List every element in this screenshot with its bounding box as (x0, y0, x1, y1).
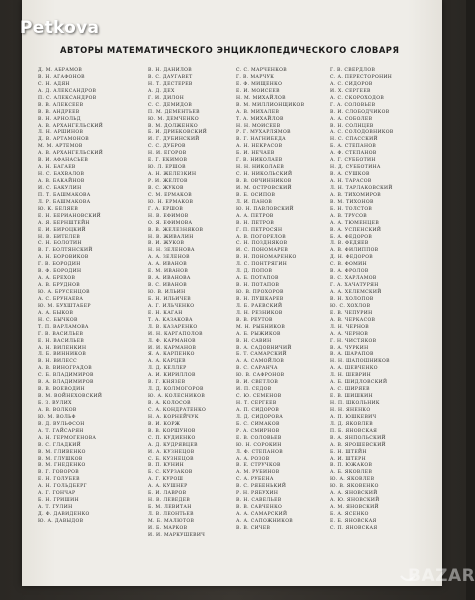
author-name: А. Б. ПОТАПОВ (236, 276, 279, 282)
author-name: Ю. А. ДАВЫДОВ (38, 518, 84, 524)
author-name: Р. А. СМИРНОВ (236, 428, 280, 434)
author-name: Д. В. АРТАМОНОВ (38, 137, 89, 143)
author-name: С. С. ДЕМИДОВ (148, 102, 193, 108)
author-name: С. Ю. СЕМЕНОВ (236, 394, 282, 400)
author-name: Л. Д. ПОПОВ (236, 269, 273, 275)
author-name: П. Б. ЯНОВСКАЯ (330, 428, 378, 434)
author-name: Н. А. КОРНЕЙЧУК (148, 414, 199, 420)
author-name: А. С. СОЛОДОВНИКОВ (330, 130, 394, 136)
author-name: А. А. САМОЙЛОВ (236, 359, 285, 365)
author-name: А. Ю. ЯНОВСКИЙ (330, 498, 380, 504)
author-name: Б. С. СИМАКОВ (236, 421, 280, 427)
author-name: Ю. В. ИЛЬИН (148, 290, 186, 295)
author-name: В. Н. ПОНОМАРЕНКО (236, 255, 297, 261)
author-name: Н. Н. ЗЕЛЕНОВА (148, 248, 195, 254)
author-name: П. М. ДЕМЕНТЬЕВ (148, 109, 200, 115)
author-name: В. С. ХАРЛАМОВ (330, 276, 377, 282)
author-name: В. В. СИЧЕВ (236, 525, 271, 531)
author-name: А. А. СОБОЛЕВ (330, 116, 373, 122)
author-name: Б. И. НЕЧАЕВ (236, 151, 275, 157)
author-name: С. С. ДУБРОВ (148, 144, 186, 150)
author-name: Л. Б. РАЕВСКИЙ (236, 303, 283, 309)
author-name: А. В. ЧЕРКАСОВ (330, 317, 376, 323)
author-name: А. А. ТЮМЕНЦЕВ (330, 220, 380, 226)
author-name: Н. В. ЖИВАЛИН (148, 234, 194, 240)
author-name: Л. И. ПАНОВ (236, 199, 273, 205)
author-name: В. И. СВЕТЛОВ (236, 380, 279, 386)
author-name: Ю. С. ХОХЛОВ (330, 303, 371, 309)
author-name: В. Г. БОЛТЯНСКИЙ (38, 248, 93, 254)
author-name: А. Г. КУРОШ (148, 477, 184, 483)
author-name: Б. Н. ИЛЬИЧЕВ (148, 296, 191, 302)
author-name: И. И. КАРМАНОВ (148, 345, 197, 351)
author-name: В. А. СУШКОВ (330, 172, 370, 178)
author-name: В. И. АФАНАСЬЕВ (38, 158, 89, 164)
author-name: В. А. ВЛАДИМИРОВ (38, 380, 94, 386)
author-name: В. С. ДАУГАВЕТ (148, 74, 193, 80)
author-name: В. А. ШАРАПОВ (330, 352, 374, 358)
author-name: Б. А. ЯСЕНКО (330, 512, 369, 517)
author-name: Л. В. ЛЕОНТЬЕВ (148, 512, 194, 517)
author-name: Л. Н. ШЕВРИН (330, 373, 371, 379)
author-name: Е. И. БИРОЦКИЙ (38, 227, 86, 233)
author-name: В. П. КУНИН (148, 463, 184, 469)
author-name: Б. Н. ГРИШИН (38, 498, 79, 504)
author-name: В. М. МИЛЛИОНЩИКОВ (236, 102, 305, 108)
author-name: П. С. АЛЕКСАНДРОВ (38, 95, 97, 101)
author-name: В. Г. НАГНИБЕДА (236, 137, 286, 143)
page-heading: АВТОРЫ МАТЕМАТИЧЕСКОГО ЭНЦИКЛОПЕДИЧЕСКОГО СЛОВАРЯ (60, 45, 400, 55)
author-name: Б. С. КУРЗАКОВ (148, 470, 193, 476)
author-name: С. А. ПЕРЕСТОРОНИН (330, 74, 393, 80)
author-name: В. И. ЖУКОВ (148, 241, 185, 247)
author-name: А. Н. НЕКРАСОВ (236, 144, 283, 150)
author-name: В. С. РЯБЕНЬКИЙ (236, 484, 287, 490)
author-name: Г. П. ПЕТРОСЯН (236, 227, 283, 233)
author-name: Б. З. ВУЛИХ (38, 401, 72, 406)
author-name: Е. Ф. МИЩЕНКО (236, 81, 283, 87)
author-name: Е. Б. ЯНОВСКАЯ (330, 518, 377, 524)
author-name: Н. С. СПАССКИЙ (330, 137, 378, 143)
author-name: И. И. МАРКУШЕВИЧ (148, 532, 206, 538)
author-name: Ю. М. ВОЛЬФ (38, 414, 76, 420)
author-name: В. А. ЯНПОЛЬСКИЙ (330, 435, 386, 441)
author-name: В. В. АНДРЕЕВ (38, 109, 80, 115)
author-name: А. В. ФИЛИППОВ (330, 248, 379, 254)
author-name: Н. П. ШКОЛЬНИК (330, 401, 380, 406)
author-name: Л. Д. КОЛМОГОРОВ (148, 387, 204, 393)
author-name: Б. И. ДРИБКОВСКИЙ (148, 130, 208, 136)
author-name: А. Н. ГОЛЬДБЕРГ (38, 484, 87, 490)
author-name: А. В. БРУДНОВ (38, 283, 80, 289)
author-name: В. И. КОРЖ (148, 421, 181, 427)
author-name: И. Х. СЕРГЕЕВ (330, 88, 371, 94)
author-name: В. С. САРАНЧА (236, 366, 278, 372)
author-name: Н. В. БИТЕЛЕВ (38, 234, 81, 240)
author-name: А. Н. ГЕРМОГЕНОВА (38, 435, 97, 441)
author-name: Н. И. ЕГОРОВ (148, 151, 187, 157)
author-name: Г. А. ХАЧАТУРЯН (330, 283, 379, 289)
author-name: С. Б. КУЗНЕЦОВ (148, 456, 194, 462)
author-name: Ю. В. ЯКОВЕНКО (330, 484, 379, 490)
author-name: А. В. БАКАЙНОВ (38, 179, 85, 184)
author-name: А. В. ВИНОГРАДОВ (38, 366, 92, 372)
author-name: А. Т. ГАЙСАРЯН (38, 428, 84, 434)
author-name: В. В. САВЧЕНКО (236, 505, 283, 511)
author-name: Л. Н. ТАРЛАКОВСКИЙ (330, 185, 393, 191)
author-column-1 (38, 68, 103, 526)
author-name: И. М. ОСТРОВСКИЙ (236, 185, 292, 191)
author-name: А. М. РУБИНОВ (236, 470, 280, 476)
author-name: В. А. КОЛОСОВ (148, 401, 191, 406)
author-name: Ю. В. САФРОНОВ (236, 373, 285, 379)
author-name: Е. Н. ГОЛУБЕВ (38, 477, 80, 483)
author-name: В. А. ЧУРКИН (330, 345, 369, 351)
author-name: В. В. РЕУТОВ (236, 317, 273, 323)
author-name: С. С. МАРЧЕНКОВ (236, 68, 288, 73)
author-name: А. А. ИВАНОВ (148, 262, 188, 268)
author-name: В. Н. ПОТАПОВ (236, 283, 280, 289)
author-name: С. Н. БОЛОТИН (38, 241, 82, 247)
author-name: С. Б. ВЛАДИМИРОВ (38, 373, 94, 379)
author-name: В. М. ГЛУШКОВ (38, 456, 83, 462)
author-name: Ю. К. БЕЛЯЕВ (38, 206, 79, 212)
author-name: Н. Н. НИКОЛАЕВ (236, 165, 285, 171)
author-name: Р. Г. МУХАРЛЯМОВ (236, 130, 291, 136)
author-name: Я. А. КАРПЕНКО (148, 352, 195, 358)
author-name: А. С. БРУНАЕВА (38, 296, 84, 302)
author-name: Т. А. КАЗАКОВА (148, 317, 193, 323)
author-name: Г. В. НИКОЛАЕВ (236, 158, 283, 164)
author-name: Ю. А. КОЛЕСНИКОВ (148, 394, 206, 400)
author-column-3 (236, 68, 304, 533)
author-name: Н. Н. ЯНЕНКО (330, 407, 371, 413)
author-name: А. Н. БОРОВИКОВ (38, 255, 89, 261)
author-name: П. Т. БАШМАКОВА (38, 192, 91, 198)
author-name: А. Н. ТАРАСОВ (330, 179, 372, 184)
author-name: Г. В. СВЕРДЛОВ (330, 68, 376, 73)
author-name: Ю. Н. ЕРМАКОВ (148, 199, 194, 205)
author-name: Н. Д. СУББОТИНА (330, 165, 381, 171)
author-name: В. В. ОВЧИННИКОВ (236, 179, 292, 184)
author-name: В. Н. АРНОЛЬД (38, 116, 81, 122)
author-name: В. Н. АГАФОНОВ (38, 74, 85, 80)
author-name: А. А. КАРЦЕВ (148, 359, 186, 365)
author-name: Е. В. ШИШКИН (330, 394, 373, 400)
author-name: А. В. ЯРОШЕВСКИЙ (330, 442, 386, 448)
author-name: В. Н. ПУШКАРЕВ (236, 296, 284, 302)
author-name: В. Н. ВИЛЕСС (38, 359, 78, 365)
author-name: М. Б. МАЛЮТОВ (148, 518, 195, 524)
author-name: А. А. БЫКОВ (38, 310, 74, 316)
author-name: В. В. КОРШУНОВ (148, 428, 196, 434)
author-name: Ю. Л. ЕРШОВ (148, 165, 186, 171)
author-name: Л. Д. ЯКОВЛЕВ (330, 421, 373, 427)
author-name: В. В. ЖЕЛЕЗНЯКОВ (148, 227, 204, 233)
author-name: Д. М. АБРАМОВ (38, 68, 83, 73)
author-name: Ю. М. БУХШТАБЕР (38, 303, 91, 309)
author-name: А. И. ШТЕРН (330, 456, 366, 462)
author-name: А. С. СИДОРОВ (330, 81, 373, 87)
author-name: В. Д. ВУЛЬФСОН (38, 421, 85, 427)
author-name: Л. Р. БАШМАКОВА (38, 199, 91, 205)
author-name: В. Н. ПЕТРОВ (236, 220, 275, 226)
author-name: А. В. МИХАЛЕВ (236, 109, 280, 115)
author-name: Л. Н. ЧЕРНОВ (330, 324, 370, 330)
author-name: Б. Т. САМАРСКИЙ (236, 352, 287, 358)
author-name: А. Б. ШИДЛОВСКИЙ (330, 380, 388, 386)
author-name: А. А. КУШНЕР (148, 484, 188, 490)
author-name: С. А. РУБЕНА (236, 477, 274, 483)
author-name: Г. Н. ЧИСТЯКОВ (330, 338, 377, 344)
author-name: Д. Н. ФЕДОРОВ (330, 255, 374, 261)
author-name: В. М. ГЛИВЕНКО (38, 449, 86, 455)
author-name: Г. В. МАРЧУК (236, 74, 275, 80)
author-name: В. А. УСПЕНСКИЙ (330, 227, 382, 233)
author-name: В. Ф. БОРОДИН (38, 269, 82, 275)
author-column-4 (330, 68, 394, 533)
author-name: Л. В. КАЗАРЕНКО (148, 324, 198, 330)
author-name: В. С. ИВАНОВ (148, 283, 187, 289)
author-name: Н. Н. ШАПОШНИКОВ (330, 359, 390, 365)
author-name: А. А. БРЕХОВ (38, 276, 76, 282)
author-name: Е. Н. БЕРИАНОВСКИЙ (38, 213, 102, 219)
author-name: А. А. ХЕЛЕМСКИЙ (330, 290, 382, 295)
author-name: А. В. АРХАНГЕЛЬСКИЙ (38, 151, 104, 157)
author-name: А. Г. ИЛЬЧЕНКО (148, 303, 195, 309)
author-name: Е. Н. ВАСИЛЬЕВ (38, 338, 85, 344)
author-column-2 (148, 68, 207, 540)
author-name: Ю. М. ДЕМЧЕНКО (148, 116, 199, 122)
author-name: Р. Н. РЯБУХИН (236, 491, 279, 497)
author-name: Б. Н. ШТЕЙН (330, 449, 367, 455)
author-name: Ю. В. ПРОХОРОВ (236, 290, 284, 295)
author-name: Л. Н. РЕЗНИКОВ (236, 310, 283, 316)
author-name: М. М. АРТЕМОВ (38, 144, 83, 150)
bazar-logo: BAZAR (408, 566, 475, 586)
book-page (22, 0, 442, 586)
author-name: А. Ф. СТЕПАНОВ (330, 151, 377, 157)
author-name: Н. Н. МОИСЕЕВ (236, 123, 281, 129)
author-name: Л. Н. АРШИНОВ (38, 130, 84, 136)
author-name: Ю. А. БРУСЕНЦОВ (38, 290, 90, 295)
author-name: А. Б. ЯКОВЛЕВ (330, 470, 373, 476)
author-name: А. А. САПОЖНИКОВ (236, 518, 294, 524)
author-name: В. Н. САВЕЛЬЕВ (236, 498, 282, 504)
author-name: А. В. АРХАНГЕЛЬСКИЙ (38, 123, 104, 129)
author-name: А. А. ПЕТРОВ (236, 213, 274, 219)
author-name: В. Н. САВИН (236, 338, 272, 344)
author-name: А. Б. РЫЖИКОВ (236, 331, 281, 337)
author-name: Г. В. БОРОДИН (38, 262, 81, 268)
author-name: Ю. Н. ПАВЛОВСКИЙ (236, 206, 294, 212)
author-name: В. С. ГЛАДКИЙ (38, 442, 81, 448)
author-name: А. Н. БАГАЕВ (38, 165, 76, 171)
author-name: Л. Ф. СТЕПАНОВ (236, 449, 283, 455)
author-name: Г. А. ЕРШОВ (148, 206, 184, 212)
author-name: И. Н. КАРГАПОЛОВ (148, 331, 203, 337)
author-name: Н. Т. СЕРГЕЕВ (236, 401, 277, 406)
author-name: Е. Н. КАГАН (148, 310, 183, 316)
author-name: В. А. САДОВНИЧИЙ (236, 345, 292, 351)
author-name: А. А. ЧЕРНОВ (330, 331, 369, 337)
author-name: А. А. ШЕВЧЕНКО (330, 366, 378, 372)
author-name: В. Г. ГОВОРОВ (38, 470, 79, 476)
author-name: В. Г. КНЯЗЕВ (148, 380, 186, 386)
author-name: Ю. Н. СОРОКИН (236, 442, 282, 448)
author-name: Н. Т. ДЕСТЕРЕВ (148, 81, 193, 87)
author-name: А. Н. ВИЛЕНКИН (38, 345, 87, 351)
author-name: Р. И. ЖЕЛТОВ (148, 179, 188, 184)
author-name: В. Н. СОЛНЦЕВ (330, 123, 374, 129)
author-name: В. П. ЮЖАКОВ (330, 463, 373, 469)
author-name: А. Н. ЖЕЛЕЗКИН (148, 172, 197, 178)
author-name: О. Я. ЕФИМОВА (148, 220, 193, 226)
author-name: А. С. ШИРЯЕВ (330, 387, 370, 393)
author-name: А. В. ВОЛКОВ (38, 407, 77, 413)
author-name: С. Н. ПОЗДНЯКОВ (236, 241, 288, 247)
author-name: А. Г. ГОНЧАР (38, 491, 76, 497)
author-name: В. М. ДОЛЖЕНКО (148, 123, 198, 129)
author-name: Г. А. СОЛОВЬЕВ (330, 102, 376, 108)
author-name: Т. А. МИХАЙЛОВ (236, 116, 284, 122)
author-name: Л. Ф. КАРМАНОВ (148, 338, 196, 344)
author-name: М. Н. РЫБНИКОВ (236, 324, 286, 330)
author-name: Л. Д. СИДОРОВА (236, 414, 284, 420)
author-name: С. А. КОНДРАТЕНКО (148, 407, 207, 413)
author-name: И. П. СЕДОВ (236, 387, 272, 393)
author-name: Д. Ф. ДАВИДЕНКО (38, 512, 90, 517)
author-name: В. В. ВОЕВОДИН (38, 387, 85, 393)
author-name: Ю. А. ЯКОВЛЕВ (330, 477, 375, 483)
author-name: Н. В. ЛЕВЕДЕВ (148, 498, 191, 504)
author-name: А. В. ТИХОМИРОВ (330, 192, 381, 198)
author-name: А. В. ПОГОРЕЛОВ (236, 234, 286, 240)
author-name: В. М. ТИХОНОВ (330, 199, 374, 205)
author-name: С. М. ЕРМАКОВ (148, 192, 192, 198)
author-name: В. А. ИВАНОВА (148, 276, 191, 282)
author-name: Б. М. ЛЕВИТАН (148, 505, 192, 511)
author-name: В. А. ФРОЛОВ (330, 269, 369, 275)
author-name: С. П. ЯНОВСКАЯ (330, 525, 378, 531)
author-name: В. Е. СТРУЧКОВ (236, 463, 281, 469)
author-name: В. В. АЛЕКСЕЕВ (38, 102, 84, 108)
author-name: Б. А. ФЕДОРОВ (330, 234, 373, 240)
author-name: А. Я. БЕРНШТЕЙН (38, 220, 90, 226)
author-name: В. И. СЛОБОДЧИКОВ (330, 109, 390, 115)
author-name: Н. М. МИХАЙЛОВ (236, 95, 286, 101)
author-name: И. С. БАКУЛИН (38, 185, 82, 191)
author-name: Е. В. ЧЕПУРИН (330, 310, 373, 316)
author-name: А. П. ЮШКЕВИЧ (330, 414, 377, 420)
author-name: С. В. ФОМИН (330, 262, 367, 268)
author-name: Б. И. ЛАВРОВ (148, 491, 187, 497)
author-name: А. С. СКОРОХОДОВ (330, 95, 385, 101)
author-name: Г. И. ДИЛОН (148, 95, 185, 101)
author-name: С. П. КУДИЕНКО (148, 435, 196, 441)
author-name: А. А. ЯНОВСКИЙ (330, 491, 378, 497)
author-name: Т. П. ВАРЛАМОВА (38, 324, 89, 330)
author-name: А. А. ЗЕЛЕНОВ (148, 255, 190, 261)
author-name: Л. Б. ВИННИКОВ (38, 352, 87, 358)
author-name: И. А. КУЗНЕЦОВ (148, 449, 195, 455)
author-name: И. С. ПОНОМАРЕВ (236, 248, 289, 254)
author-name: В. Н. ДАНИЛОВ (148, 68, 192, 73)
author-name: Е. Г. ЕКИМОВ (148, 158, 188, 164)
author-name: В. Н. ХОЛОПОВ (330, 296, 374, 302)
author-name: С. Н. АДЯН (38, 81, 70, 87)
author-name: А. В. ТРУСОВ (330, 213, 368, 219)
author-name: А. Д. АЛЕКСАНДРОВ (38, 88, 97, 94)
watermark-text: Petkova (20, 18, 100, 38)
author-name: А. М. ЯНОВСКИЙ (330, 505, 379, 511)
author-name: Л. С. ПОНТРЯГИН (236, 262, 288, 268)
author-name: И. Б. МАРКОВ (148, 525, 188, 531)
author-name: Е. И. МОИСЕЕВ (236, 88, 280, 94)
author-name: Е. В. СОЛОВЬЕВ (236, 435, 282, 441)
author-name: Б. Н. ТОЛСТОВ (330, 206, 373, 212)
author-name: Б. А. СТЕПАНОВ (330, 144, 377, 150)
author-name: И. Г. ДУБИНСКИЙ (148, 137, 200, 143)
author-name: А. А. САМАРСКИЙ (236, 512, 288, 517)
author-name: Н. В. ЕФИМОВ (148, 213, 189, 219)
author-name: Г. В. ВАСИЛЬЕВ (38, 331, 84, 337)
author-name: С. Н. НИКОЛЬСКИЙ (236, 172, 293, 178)
author-name: А. П. СИДОРОВ (236, 407, 280, 413)
author-name: Н. С. БАХВАЛОВ (38, 172, 85, 178)
author-name: А. Т. ГУЛИН (38, 505, 73, 511)
author-name: А. А. РОЗОВ (236, 456, 270, 462)
author-name: Л. Д. КЕЛЛЕР (148, 366, 187, 372)
author-name: Л. В. ФЕДЯЕВ (330, 241, 369, 247)
author-name: В. М. ГНЕДЕНКО (38, 463, 86, 469)
author-name: А. Г. СУББОТИН (330, 158, 376, 164)
author-name: Н. С. БЫЧКОВ (38, 317, 78, 323)
author-name: В. С. ЖУКОВ (148, 185, 184, 191)
author-name: Е. М. ИВАНОВ (148, 269, 189, 275)
author-name: А. И. КИРИЛЛОВ (148, 373, 196, 379)
author-name: В. М. ВОЙНЕХОВСКИЙ (38, 394, 103, 400)
author-name: В. Б. ОСИПОВ (236, 192, 276, 198)
author-name: А. Д. ДЕХ (148, 88, 175, 94)
author-name: А. Д. КУДРЯВЦЕВ (148, 442, 198, 448)
